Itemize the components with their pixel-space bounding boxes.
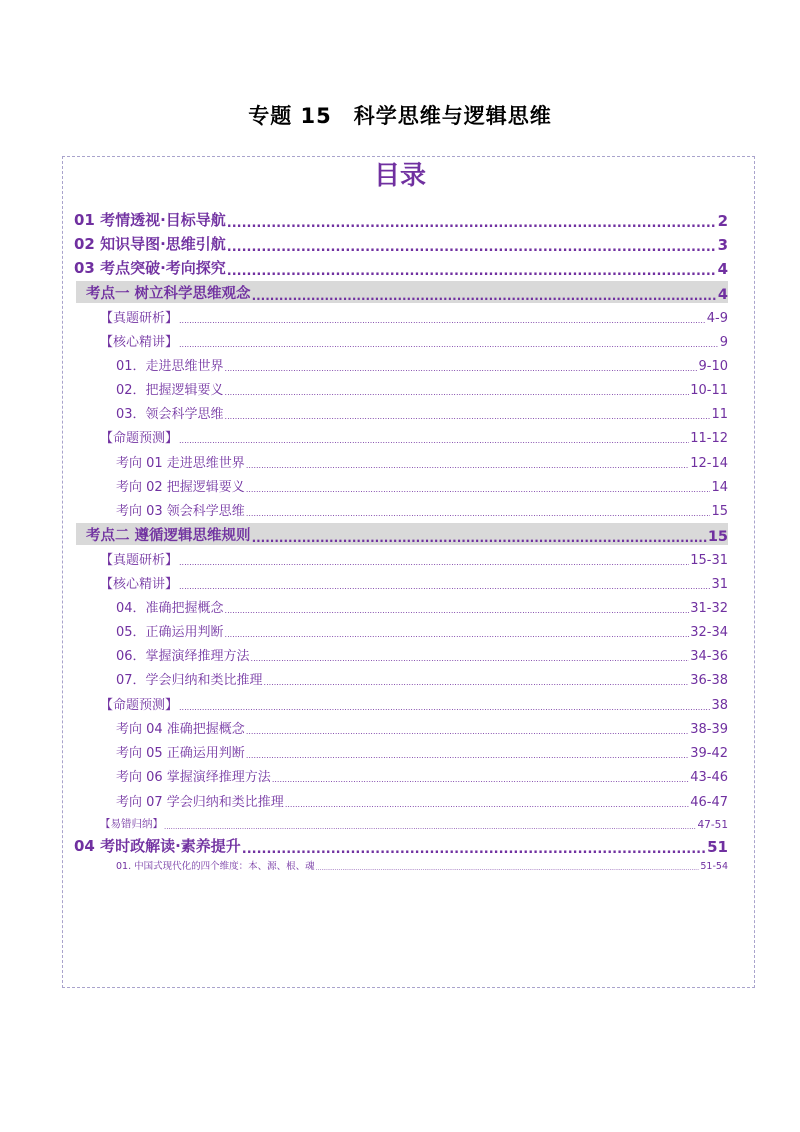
toc-entry-label: 考点二 遵循逻辑思维规则: [86, 528, 251, 544]
dot-leader: [179, 433, 689, 446]
toc-entry[interactable]: [116, 790, 728, 810]
toc-entry-page: 51: [707, 838, 728, 856]
toc-entry[interactable]: [116, 354, 728, 374]
toc-entry[interactable]: [76, 523, 728, 545]
toc-entry-page: 46-47: [690, 795, 728, 810]
toc-heading: 目录: [373, 161, 426, 191]
toc-entry-label: 01 考情透视·目标导航: [74, 211, 226, 229]
toc-entry-label: 考向 04 准确把握概念: [116, 722, 245, 737]
toc-entry-page: 38: [711, 698, 728, 713]
dot-leader: [179, 337, 719, 350]
toc-entry-page: 9: [719, 335, 728, 350]
toc-entry-label: 05．正确运用判断: [116, 625, 224, 640]
toc-entry-label: 考向 01 走进思维世界: [116, 456, 245, 471]
toc-entry-label: 04．准确把握概念: [116, 601, 224, 616]
toc-entry-label: 【命题预测】: [100, 431, 179, 446]
toc-entry-label: 考向 06 掌握演绎推理方法: [116, 770, 271, 785]
toc-entry[interactable]: [100, 572, 728, 592]
toc-entry[interactable]: [116, 717, 728, 737]
toc-entry-label: 06．掌握演绎推理方法: [116, 649, 250, 664]
dot-leader: [252, 289, 717, 304]
toc-entry[interactable]: [116, 378, 728, 398]
toc-entry-page: 15: [711, 504, 728, 519]
dot-leader: [179, 579, 710, 592]
toc-entry-page: 10-11: [690, 383, 728, 398]
toc-entry-page: 11: [711, 407, 728, 422]
toc-entry-page: 32-34: [690, 625, 728, 640]
toc-entry-page: 43-46: [690, 770, 728, 785]
toc-entry-page: 31: [711, 577, 728, 592]
toc-entry[interactable]: [116, 596, 728, 616]
toc-entry-page: 3: [717, 236, 728, 254]
toc-entry-label: 【核心精讲】: [100, 577, 179, 592]
toc-entry-page: 15: [707, 529, 728, 545]
toc-entry-label: 02 知识导图·思维引航: [74, 235, 226, 253]
toc-entry-label: 考向 03 领会科学思维: [116, 504, 245, 519]
dot-leader: [251, 651, 690, 664]
toc-entry-label: 考点一 树立科学思维观念: [86, 286, 251, 302]
toc-entry-page: 38-39: [690, 722, 728, 737]
dot-leader: [264, 675, 690, 688]
toc-entry[interactable]: [116, 741, 728, 761]
toc-entry[interactable]: [100, 330, 728, 350]
toc-entry[interactable]: [100, 815, 728, 831]
dot-leader: [227, 215, 717, 230]
page-title: 专题 15 科学思维与逻辑思维: [248, 104, 552, 128]
toc-entry[interactable]: [116, 856, 728, 872]
toc-entry-page: 47-51: [697, 819, 728, 831]
toc-entry-label: 01．走进思维世界: [116, 359, 224, 374]
dot-leader: [246, 506, 711, 519]
dot-leader: [252, 531, 707, 546]
toc-entry[interactable]: [116, 668, 728, 688]
toc-entry[interactable]: [74, 256, 728, 278]
toc-entry-label: 考向 05 正确运用判断: [116, 746, 245, 761]
toc-entry-page: 9-10: [698, 359, 728, 374]
toc-entry[interactable]: [116, 451, 728, 471]
dot-leader: [225, 603, 690, 616]
toc-entry-page: 39-42: [690, 746, 728, 761]
toc-entry[interactable]: [100, 693, 728, 713]
toc-entry-label: 03．领会科学思维: [116, 407, 224, 422]
toc-entry-page: 14: [711, 480, 728, 495]
toc-entry-page: 31-32: [690, 601, 728, 616]
toc-entry[interactable]: [100, 306, 728, 326]
toc-entry[interactable]: [100, 426, 728, 446]
toc-entry-label: 03 考点突破·考向探究: [74, 259, 226, 277]
toc-entry-page: 4: [717, 260, 728, 278]
toc-entry[interactable]: [116, 620, 728, 640]
dot-leader: [246, 724, 689, 737]
toc-entry[interactable]: [76, 281, 728, 303]
toc-entry[interactable]: [74, 834, 728, 856]
dot-leader: [225, 385, 690, 398]
dot-leader: [179, 313, 706, 326]
dot-leader: [227, 263, 717, 278]
toc-entry-label: 【命题预测】: [100, 698, 179, 713]
toc-entry[interactable]: [116, 644, 728, 664]
dot-leader: [164, 821, 696, 832]
toc-entry-page: 36-38: [690, 673, 728, 688]
toc-entry-page: 2: [717, 212, 728, 230]
toc-entry-page: 4: [717, 287, 728, 303]
toc-entry[interactable]: [74, 208, 728, 230]
toc-entry-page: 51-54: [700, 861, 728, 872]
dot-leader: [227, 239, 717, 254]
dot-leader: [225, 627, 690, 640]
toc-entry-label: 01. 中国式现代化的四个维度：本、源、根、魂: [116, 861, 315, 872]
toc-entry-label: 考向 07 学会归纳和类比推理: [116, 795, 284, 810]
toc-entry-label: 【易错归纳】: [100, 818, 163, 830]
toc-entry-label: 04 考时政解读·素养提升: [74, 837, 241, 855]
toc-entry-label: 【真题研析】: [100, 311, 179, 326]
dot-leader: [285, 797, 689, 810]
dot-leader: [179, 555, 689, 568]
toc-entry-page: 34-36: [690, 649, 728, 664]
dot-leader: [246, 748, 689, 761]
dot-leader: [225, 409, 711, 422]
toc-entry-label: 07．学会归纳和类比推理: [116, 673, 263, 688]
toc-entry[interactable]: [116, 475, 728, 495]
dot-leader: [272, 772, 689, 785]
toc-entry-label: 【真题研析】: [100, 553, 179, 568]
toc-entry[interactable]: [116, 499, 728, 519]
toc-entry-label: 02．把握逻辑要义: [116, 383, 224, 398]
dot-leader: [225, 361, 698, 374]
toc-entry-page: 12-14: [690, 456, 728, 471]
toc-entry-page: 15-31: [690, 553, 728, 568]
dot-leader: [246, 482, 711, 495]
dot-leader: [179, 700, 710, 713]
toc-entry-page: 4-9: [706, 311, 728, 326]
toc-entry-label: 【核心精讲】: [100, 335, 179, 350]
toc-entry[interactable]: [116, 402, 728, 422]
dot-leader: [246, 458, 689, 471]
dot-leader: [242, 841, 706, 856]
dot-leader: [316, 863, 700, 873]
toc-entry[interactable]: [74, 232, 728, 254]
toc-entry-page: 11-12: [690, 431, 728, 446]
toc-entry-label: 考向 02 把握逻辑要义: [116, 480, 245, 495]
toc-entry[interactable]: [100, 548, 728, 568]
toc-entry[interactable]: [116, 765, 728, 785]
